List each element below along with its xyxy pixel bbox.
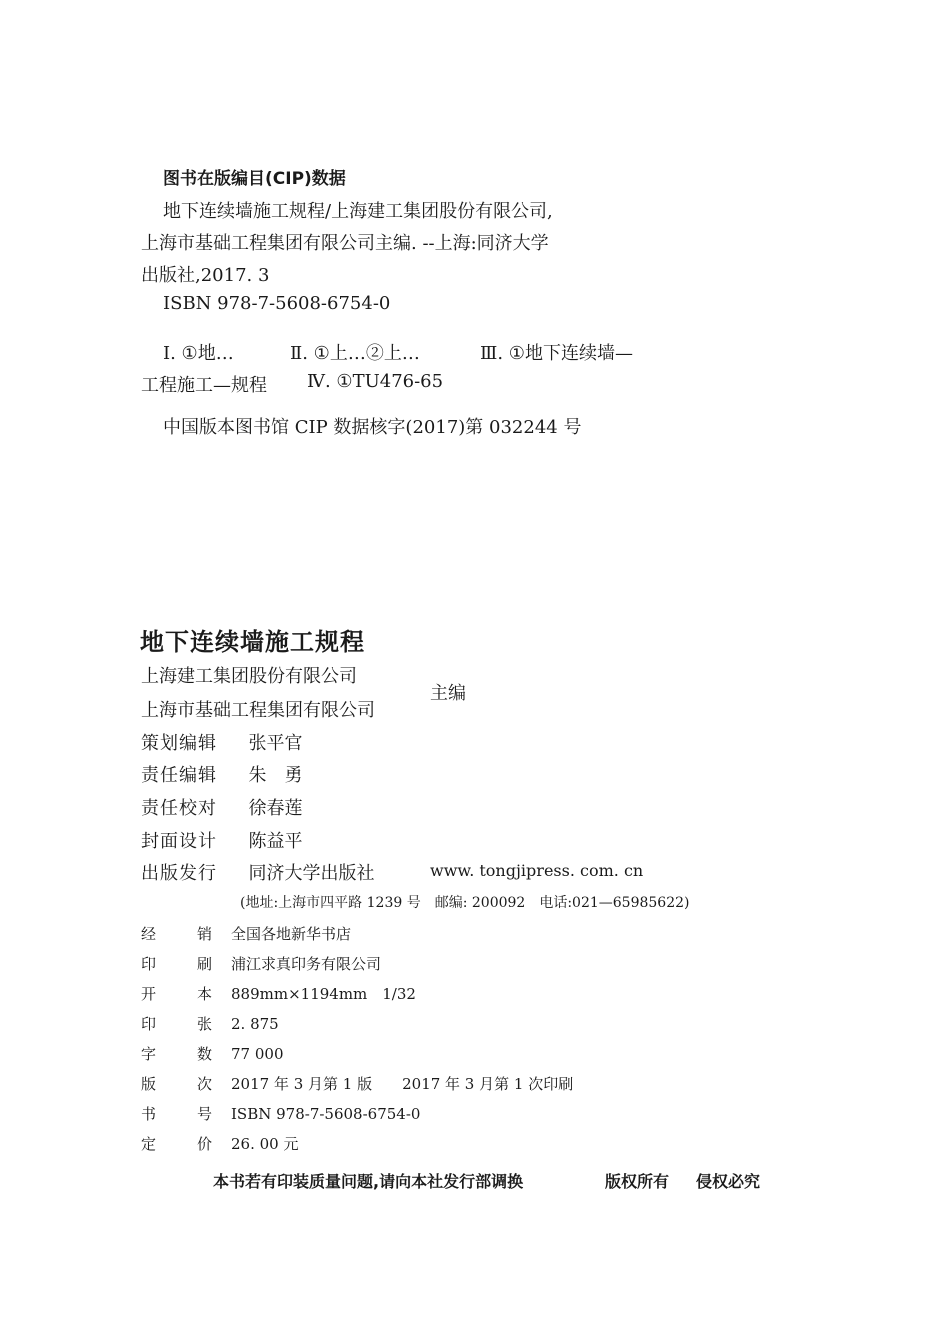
publisher-label: 出版发行 — [141, 863, 217, 884]
spec-value: 2. 875 — [231, 1015, 279, 1033]
cip-line-2: 上海市基础工程集团有限公司主编. --上海:同济大学 — [141, 233, 549, 254]
spec-value: ISBN 978-7-5608-6754-0 — [231, 1105, 421, 1123]
publisher-website: www. tongjipress. com. cn — [430, 861, 644, 880]
publisher-row — [141, 859, 374, 885]
credit-row — [141, 794, 302, 820]
publisher-name: 同济大学出版社 — [248, 863, 375, 884]
cip-class-e: Ⅳ. ①TU476-65 — [307, 371, 444, 392]
spec-row — [141, 923, 351, 944]
spec-key: 次 — [197, 1075, 213, 1093]
credit-value: 张平官 — [248, 733, 303, 754]
editor-role: 主编 — [430, 683, 466, 704]
publisher-address: (地址:上海市四平路 1239 号 邮编: 200092 电话:021—65985622) — [240, 895, 690, 911]
cip-verify-number: 中国版本图书馆 CIP 数据核字(2017)第 032244 号 — [163, 417, 582, 438]
cip-line-3: 出版社,2017. 3 — [141, 265, 270, 286]
spec-value: 889mm×1194mm 1/32 — [231, 985, 416, 1003]
cip-heading: 图书在版编目(CIP)数据 — [163, 169, 346, 189]
spec-key: 张 — [197, 1015, 213, 1033]
spec-row — [141, 1013, 279, 1034]
spec-key: 价 — [197, 1135, 213, 1153]
spec-value: 77 000 — [231, 1045, 284, 1063]
spec-value: 2017 年 3 月第 1 版 2017 年 3 月第 1 次印刷 — [231, 1075, 574, 1093]
cip-class-d: 工程施工—规程 — [141, 375, 267, 396]
spec-row — [141, 1073, 573, 1094]
spec-row — [141, 953, 381, 974]
credit-row — [141, 827, 302, 853]
spec-row — [141, 1133, 298, 1154]
editor-org-2: 上海市基础工程集团有限公司 — [141, 700, 375, 721]
spec-key: 号 — [197, 1105, 213, 1123]
credit-label: 封面设计 — [141, 831, 217, 852]
editor-org-1: 上海建工集团股份有限公司 — [141, 666, 357, 687]
spec-key: 经 — [141, 925, 157, 943]
quality-notice: 本书若有印装质量问题,请向本社发行部调换 — [213, 1172, 524, 1191]
spec-key: 版 — [141, 1075, 157, 1093]
cip-class-c: Ⅲ. ①地下连续墙— — [480, 343, 633, 364]
cip-isbn: ISBN 978-7-5608-6754-0 — [163, 293, 391, 314]
spec-key: 开 — [141, 985, 157, 1003]
spec-value: 浦江求真印务有限公司 — [231, 955, 382, 973]
credit-label: 责任校对 — [141, 798, 217, 819]
spec-key: 书 — [141, 1105, 157, 1123]
spec-row — [141, 1103, 420, 1124]
infringement-notice: 侵权必究 — [696, 1172, 761, 1191]
credit-value: 朱 勇 — [248, 765, 303, 786]
spec-row — [141, 983, 416, 1004]
cip-class-b: Ⅱ. ①上…②上… — [290, 343, 420, 364]
book-title: 地下连续墙施工规程 — [140, 628, 365, 656]
cip-class-a: Ⅰ. ①地… — [163, 343, 234, 364]
spec-row — [141, 1043, 284, 1064]
credit-label: 策划编辑 — [141, 733, 217, 754]
rights-reserved: 版权所有 — [605, 1172, 670, 1191]
spec-value: 全国各地新华书店 — [231, 925, 352, 943]
credit-label: 责任编辑 — [141, 765, 217, 786]
credit-value: 陈益平 — [248, 831, 303, 852]
spec-key: 数 — [197, 1045, 213, 1063]
spec-key: 刷 — [197, 955, 213, 973]
credit-row — [141, 729, 302, 755]
spec-key: 印 — [141, 955, 157, 973]
spec-key: 印 — [141, 1015, 157, 1033]
credit-row — [141, 761, 302, 787]
spec-key: 定 — [141, 1135, 157, 1153]
spec-key: 销 — [197, 925, 213, 943]
cip-line-1: 地下连续墙施工规程/上海建工集团股份有限公司, — [163, 201, 553, 222]
spec-value: 26. 00 元 — [231, 1135, 299, 1153]
spec-key: 本 — [197, 985, 213, 1003]
credit-value: 徐春莲 — [248, 798, 303, 819]
spec-key: 字 — [141, 1045, 157, 1063]
